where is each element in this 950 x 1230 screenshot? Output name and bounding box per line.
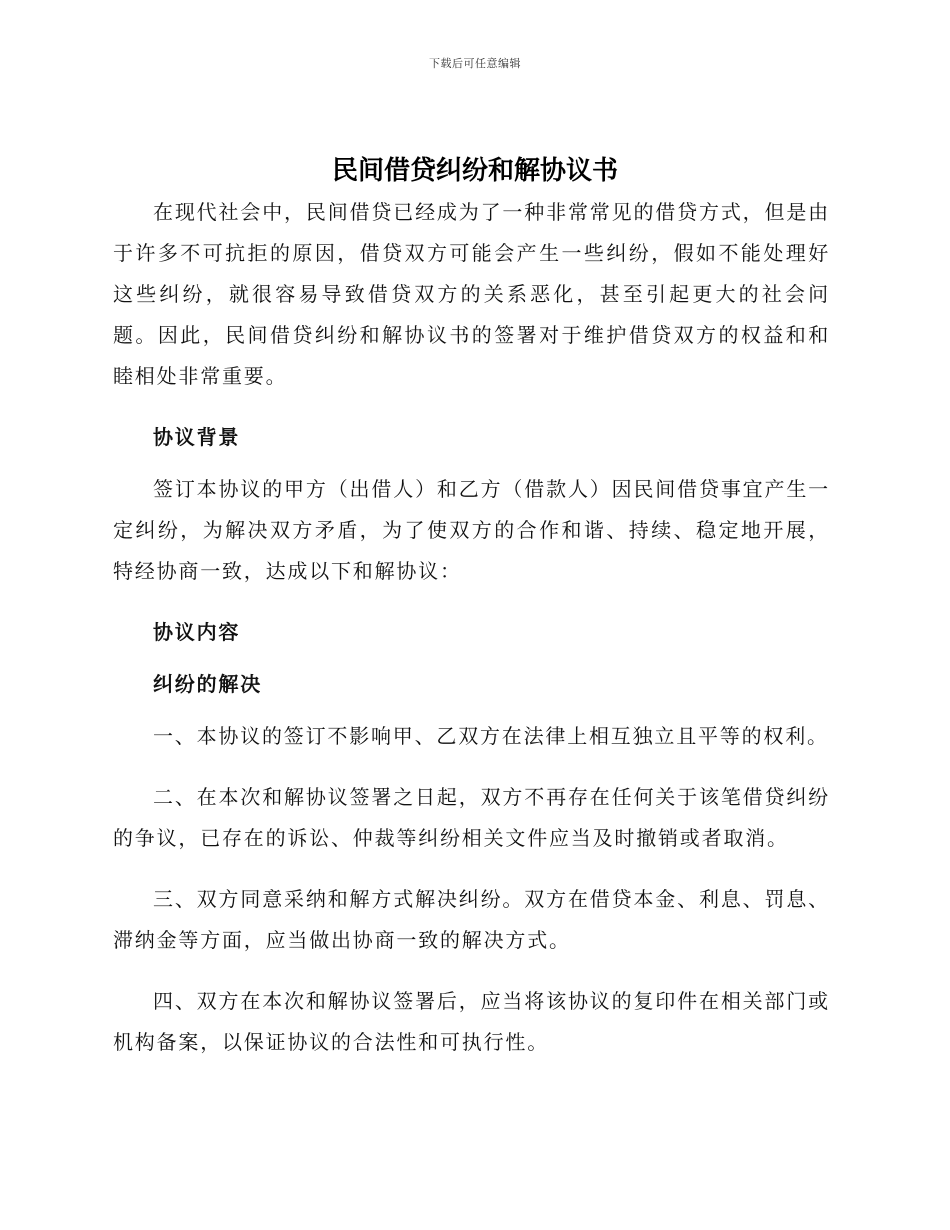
clause-1: 一、本协议的签订不影响甲、乙双方在法律上相互独立且平等的权利。 — [153, 724, 829, 748]
background-paragraph: 签订本协议的甲方（出借人）和乙方（借款人）因民间借贷事宜产生一定纠纷，为解决双方矛盾，为了使双方的合作和谐、持续、稳定地开展，特经协商一致，达成以下和解协议： — [113, 477, 830, 583]
clause-4: 四、双方在本次和解协议签署后，应当将该协议的复印件在相关部门或机构备案，以保证协议的合法性和可执行性。 — [113, 989, 830, 1054]
document-title: 民间借贷纠纷和解协议书 — [331, 156, 618, 186]
clause-3: 三、双方同意采纳和解方式解决纠纷。双方在借贷本金、利息、罚息、滞纳金等方面，应当做出协商一致的解决方式。 — [113, 887, 830, 952]
header-note: 下载后可任意编辑 — [429, 57, 521, 70]
intro-paragraph: 在现代社会中，民间借贷已经成为了一种非常常见的借贷方式，但是由于许多不可抗拒的原因，借贷双方可能会产生一些纠纷，假如不能处理好这些纠纷，就很容易导致借贷双方的关系恶化，甚至引起更大的社会问题。因此，民间借贷纠纷和解协议书的签署对于维护借贷双方的权益和和睦相处非常重要。 — [113, 200, 830, 388]
subheading-dispute-resolution: 纠纷的解决 — [153, 672, 262, 696]
section-heading-content: 协议内容 — [153, 620, 241, 644]
clause-2: 二、在本次和解协议签署之日起，双方不再存在任何关于该笔借贷纠纷的争议，已存在的诉讼、仲裁等纠纷相关文件应当及时撤销或者取消。 — [113, 785, 830, 850]
section-heading-background: 协议背景 — [153, 425, 241, 449]
document-body — [113, 192, 830, 1083]
